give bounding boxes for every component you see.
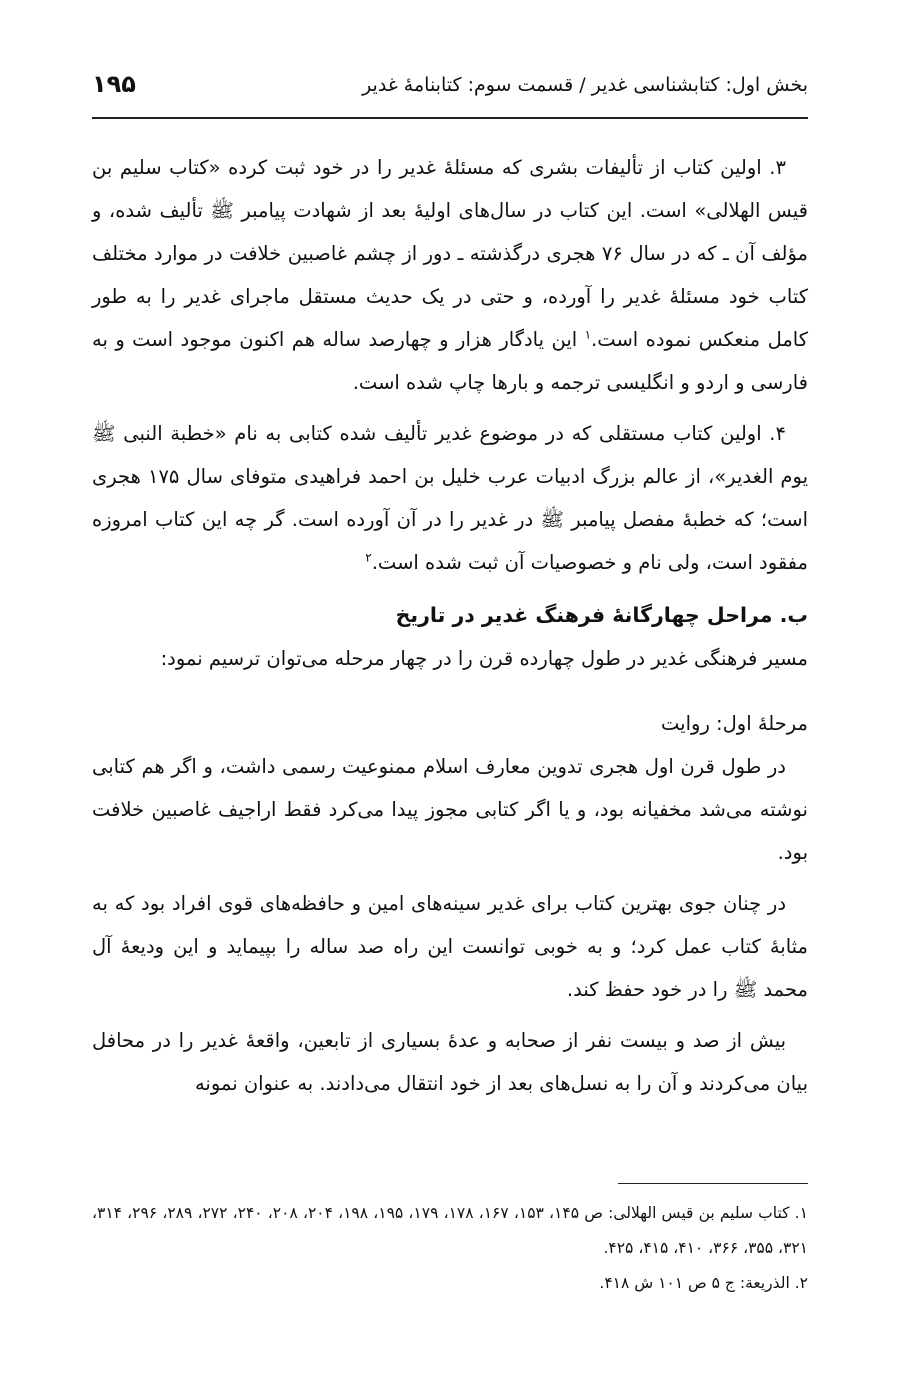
paragraph-4-text: ۴. اولین کتاب مستقلی که در موضوع غدیر تألیف شده کتابی به نام «خطبة النبی ﷺ یوم الغدیر»، از عالم بزرگ ادبیات عرب خلیل بن احمد فراهیدی متوفای سال ۱۷۵ هجری است؛ که خطبۀ مفصل پیامبر ﷺ در غدیر را در آن آورده است. گر چه این کتاب امروزه مفقود است، ولی نام و خصوصیات آن ثبت شده است. xyxy=(92,422,809,574)
section-intro: مسیر فرهنگی غدیر در طول چهارده قرن را در چهار مرحله می‌توان ترسیم نمود: xyxy=(160,647,808,670)
footnote-ref-2[interactable]: ۲ xyxy=(365,550,372,565)
header-rule xyxy=(92,117,808,119)
stage-label: مرحلۀ اول: روایت xyxy=(661,712,808,735)
page-header xyxy=(92,70,808,108)
stage-paragraph-1: در طول قرن اول هجری تدوین معارف اسلام ممنوعیت رسمی داشت، و اگر هم کتابی نوشته می‌شد مخفیانه بود، و یا اگر کتابی مجوز پیدا می‌کرد فقط اراجیف غاصبین خلافت بود. xyxy=(92,755,808,864)
body-text xyxy=(92,146,808,1105)
paragraph-3-text: ۳. اولین کتاب از تألیفات بشری که مسئلۀ غدیر را در خود ثبت کرده «کتاب سلیم بن قیس الهلالی» است. این کتاب در سال‌های اولیۀ بعد از شهادت پیامبر ﷺ تألیف شده، و مؤلف آن ـ که در سال ۷۶ هجری درگذشته ـ دور از چشم غاصبین خلافت در موارد مختلف کتاب خود مسئلۀ غدیر را آورده، و حتی در یک حدیث مستقل ماجرای غدیر را به طور کامل منعکس نموده است. xyxy=(92,156,809,351)
stage-paragraph-2: در چنان جوی بهترین کتاب برای غدیر سینه‌های امین و حافظه‌های قوی افراد بود که به مثابۀ کتاب عمل کرد؛ و به خوبی توانست این راه صد ساله را بپیماید و این ودیعۀ آل محمد ﷺ را در خود حفظ کند. xyxy=(92,892,808,1001)
paragraph-3-continued: این یادگار هزار و چهارصد ساله هم اکنون موجود است و به فارسی و اردو و انگلیسی ترجمه و بارها چاپ شده است. xyxy=(92,328,808,394)
paragraph-4 xyxy=(92,412,808,584)
footnote-rule xyxy=(618,1183,808,1184)
running-title: بخش اول: کتابشناسی غدیر / قسمت سوم: کتابنامۀ غدیر xyxy=(362,74,808,96)
page-number: ۱۹۵ xyxy=(92,70,136,98)
footnote-ref-1[interactable]: ۱ xyxy=(584,327,592,342)
footnotes xyxy=(92,1196,808,1301)
section-heading: ب. مراحل چهارگانۀ فرهنگ غدیر در تاریخ xyxy=(395,603,808,627)
footnote-2: ۲. الذریعة: ج ۵ ص ۱۰۱ ش ۴۱۸. xyxy=(599,1274,808,1292)
paragraph-3 xyxy=(92,146,808,404)
footnote-1: ۱. کتاب سلیم بن قیس الهلالی: ص ۱۴۵، ۱۵۳، ۱۶۷، ۱۷۸، ۱۷۹، ۱۹۵، ۱۹۸، ۲۰۴، ۲۰۸، ۲۴۰، ۲۷۲، ۲۸۹، ۲۹۶، ۳۱۴، ۳۲۱، ۳۵۵، ۳۶۶، ۴۱۰، ۴۱۵، ۴۲۵. xyxy=(92,1204,808,1257)
stage-paragraph-3: بیش از صد و بیست نفر از صحابه و عدۀ بسیاری از تابعین، واقعۀ غدیر را در محافل بیان می‌کردند و آن را به نسل‌های بعد از خود انتقال می‌دادند. به عنوان نمونه xyxy=(92,1029,808,1095)
